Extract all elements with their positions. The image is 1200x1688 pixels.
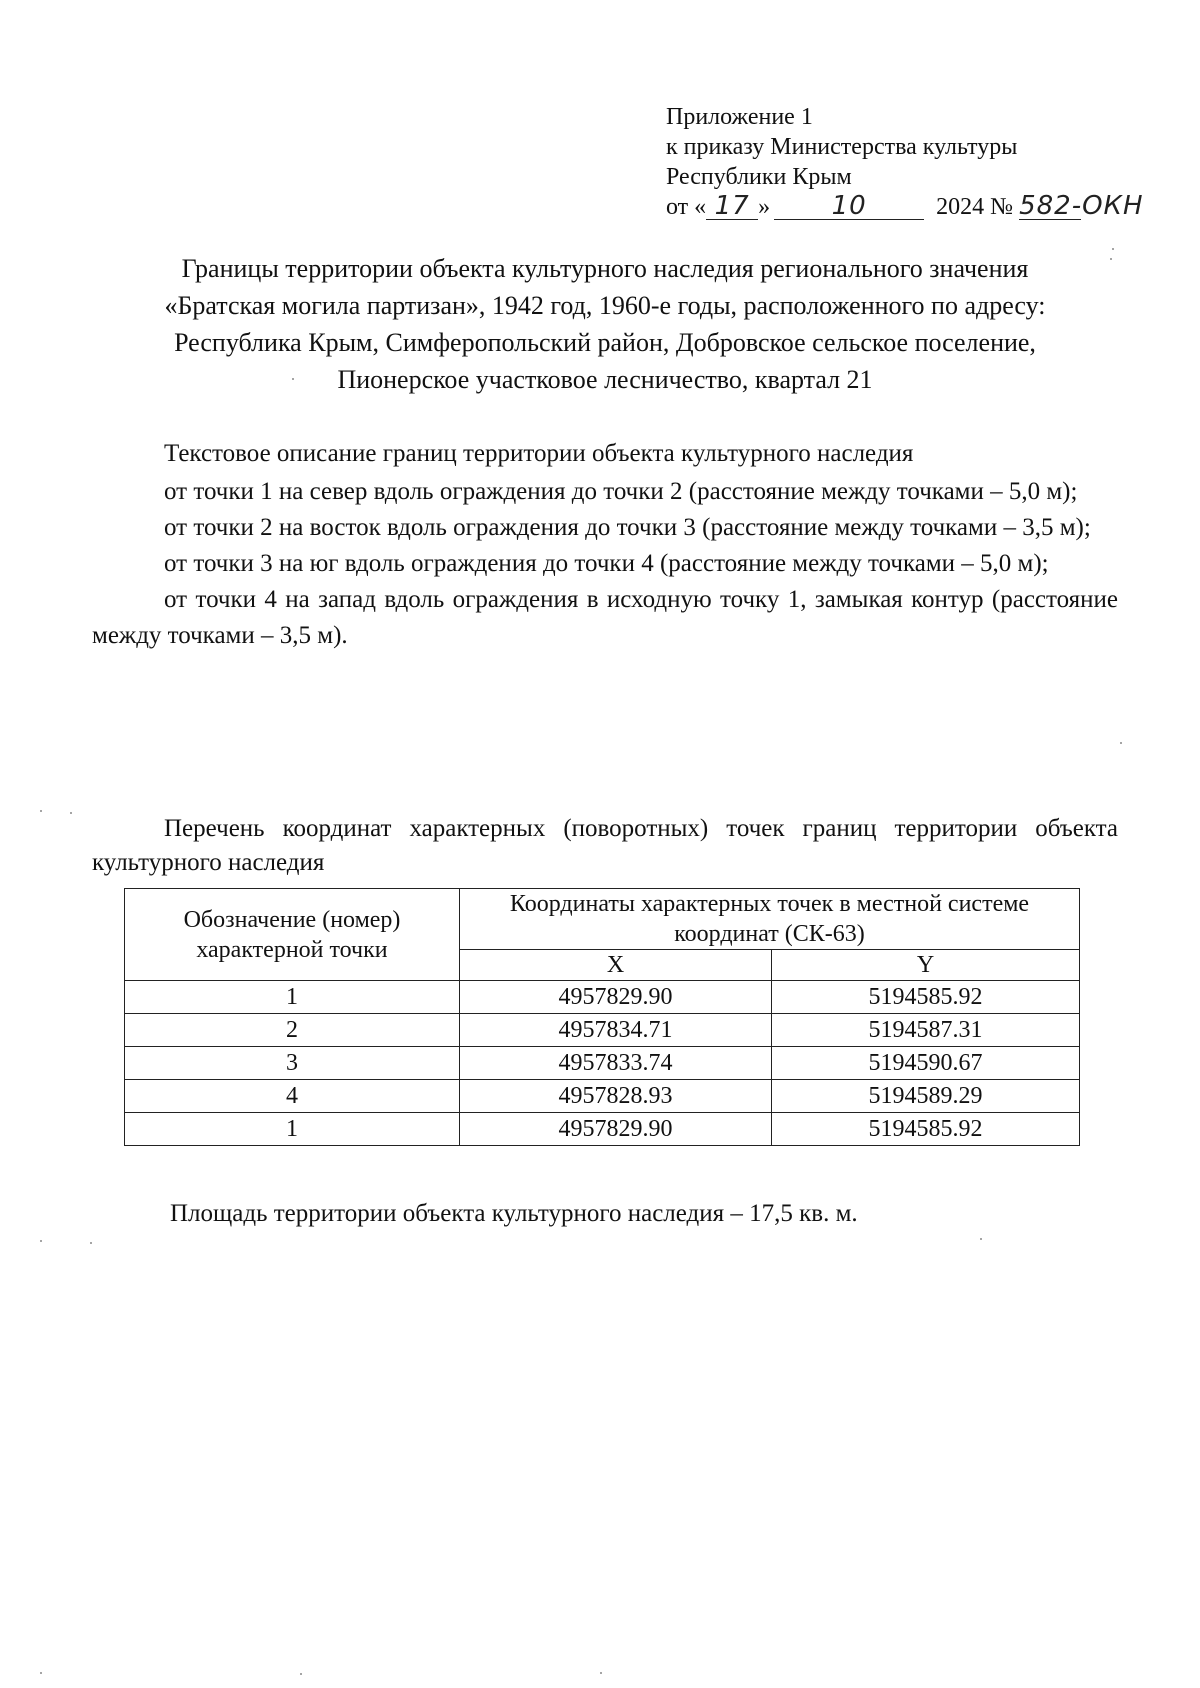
cell-y: 5194587.31: [772, 1014, 1080, 1047]
scan-speck: [292, 378, 294, 380]
date-month-field: [774, 193, 924, 220]
coordinates-table: [124, 888, 1080, 1146]
date-quote-close: »: [758, 194, 771, 220]
document-heading: [90, 250, 1120, 398]
description-item: от точки 2 на восток вдоль ограждения до точки 3 (расстояние между точками – 3,5 м);: [164, 514, 1091, 541]
appendix-line-1: Приложение 1: [666, 104, 813, 130]
description-body: [92, 474, 1118, 654]
scan-speck: [1120, 742, 1122, 744]
appendix-block: [666, 102, 1144, 222]
date-year-number-label: 2024 №: [936, 194, 1014, 220]
cell-y: 5194589.29: [772, 1080, 1080, 1113]
scan-speck: [980, 1238, 982, 1240]
description-title: Текстовое описание границ территории объекта культурного наследия: [164, 440, 914, 467]
scan-speck: [70, 812, 72, 814]
description-item: от точки 3 на юг вдоль ограждения до точки 4 (расстояние между точками – 5,0 м);: [164, 550, 1049, 577]
cell-x: 4957828.93: [460, 1080, 772, 1113]
scan-speck: [90, 1242, 92, 1244]
cell-point: 3: [125, 1047, 460, 1080]
date-day-handwritten: 17: [714, 191, 750, 221]
header-point-number: Обозначение (номер) характерной точки: [125, 889, 460, 981]
header-y: Y: [772, 950, 1080, 981]
appendix-line-3: Республики Крым: [666, 164, 852, 190]
scan-speck: [1110, 258, 1112, 260]
table-row: [125, 1047, 1080, 1080]
date-month-handwritten: 10: [831, 191, 867, 221]
scan-speck: [40, 1240, 42, 1242]
heading-line-1: Границы территории объекта культурного наследия регионального значения: [181, 254, 1029, 283]
description-item: от точки 4 на запад вдоль ограждения в исходную точку 1, замыкая контур (расстояние между точками – 3,5 м).: [92, 586, 1118, 649]
scan-speck: [40, 1672, 42, 1674]
scan-speck: [300, 1673, 302, 1675]
cell-y: 5194585.92: [772, 981, 1080, 1014]
cell-y: 5194590.67: [772, 1047, 1080, 1080]
scan-speck: [1112, 248, 1114, 250]
heading-line-2: «Братская могила партизан», 1942 год, 1960-е годы, расположенного по адресу:: [164, 291, 1046, 320]
order-number-field: [1019, 191, 1144, 221]
cell-x: 4957833.74: [460, 1047, 772, 1080]
date-prefix: от «: [666, 194, 707, 220]
cell-point: 4: [125, 1080, 460, 1113]
cell-y: 5194585.92: [772, 1113, 1080, 1146]
cell-x: 4957829.90: [460, 1113, 772, 1146]
description-item: от точки 1 на север вдоль ограждения до точки 2 (расстояние между точками – 5,0 м);: [164, 478, 1078, 505]
order-date-line: [666, 191, 1144, 222]
heading-line-4: Пионерское участковое лесничество, квартал 21: [337, 365, 873, 394]
table-row: [125, 1113, 1080, 1146]
cell-x: 4957829.90: [460, 981, 772, 1014]
date-day-field: [706, 193, 758, 220]
scan-speck: [600, 1672, 602, 1674]
header-coordinates: Координаты характерных точек в местной системе координат (СК-63): [460, 889, 1080, 950]
cell-point: 1: [125, 1113, 460, 1146]
header-x: X: [460, 950, 772, 981]
table-row: [125, 1014, 1080, 1047]
coordinates-title: Перечень координат характерных (поворотных) точек границ территории объекта культурного наследия: [92, 815, 1118, 876]
order-number-handwritten: 582-ОКН: [1019, 191, 1144, 221]
cell-point: 1: [125, 981, 460, 1014]
cell-x: 4957834.71: [460, 1014, 772, 1047]
heading-line-3: Республика Крым, Симферопольский район, Добровское сельское поселение,: [174, 328, 1036, 357]
table-row: [125, 981, 1080, 1014]
area-statement: Площадь территории объекта культурного наследия – 17,5 кв. м.: [170, 1200, 858, 1227]
table-row: [125, 1080, 1080, 1113]
scan-speck: [40, 810, 42, 812]
cell-point: 2: [125, 1014, 460, 1047]
appendix-line-2: к приказу Министерства культуры: [666, 134, 1018, 160]
